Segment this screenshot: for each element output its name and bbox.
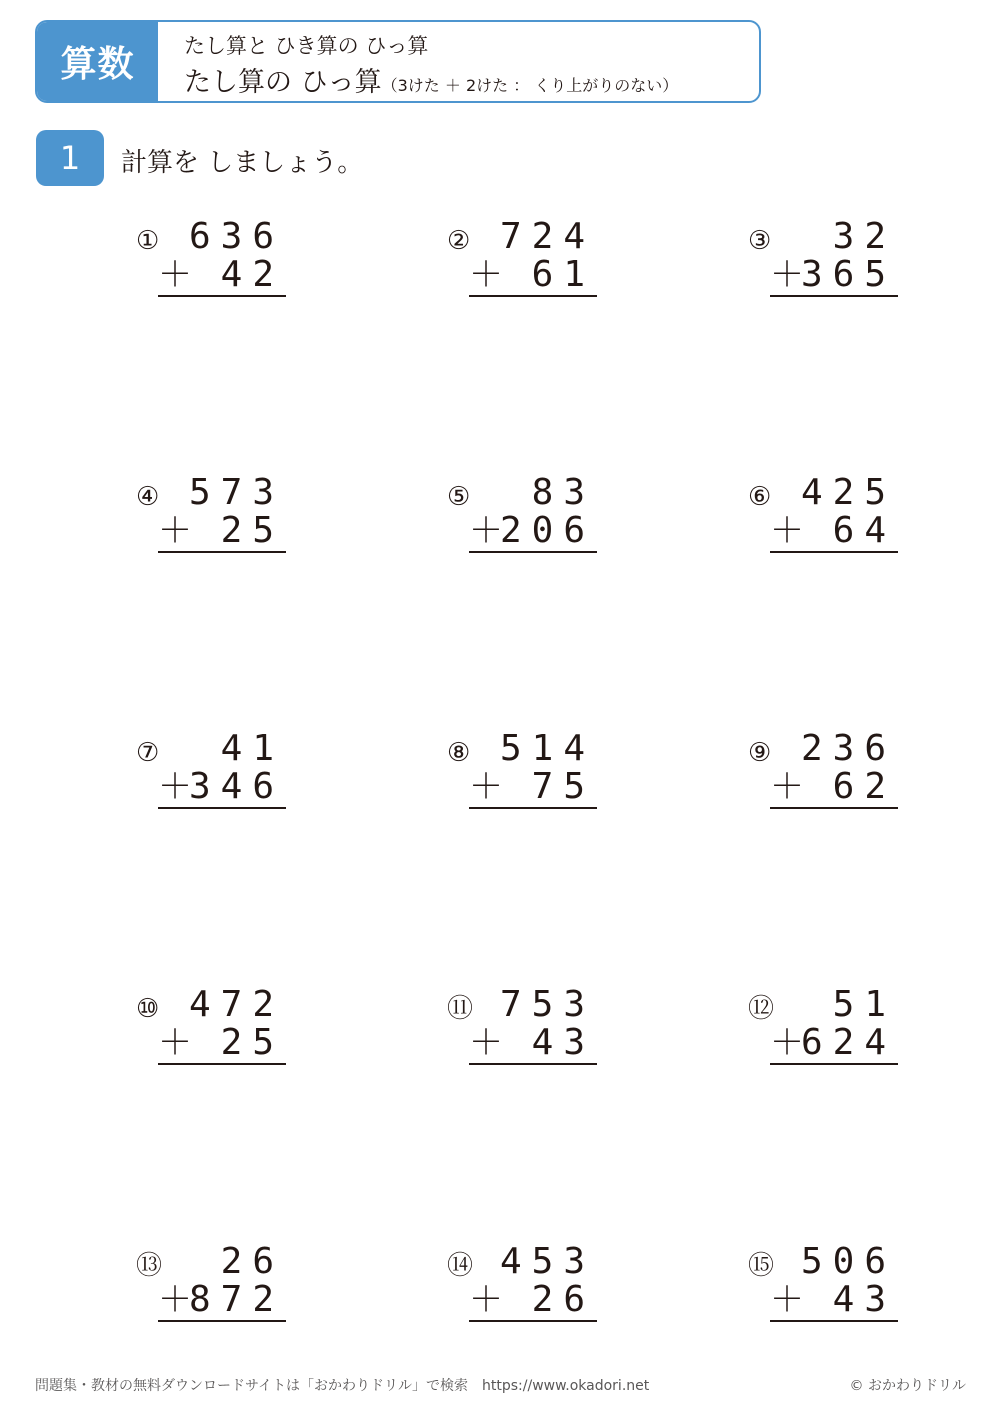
top-operand: 506 xyxy=(800,1241,896,1282)
plus-sign: ＋ xyxy=(469,767,503,807)
problem-top-row xyxy=(469,986,597,1024)
answer-line xyxy=(770,1063,898,1065)
plus-sign: ＋ xyxy=(158,511,192,551)
plus-sign: ＋ xyxy=(158,767,192,807)
plus-sign: ＋ xyxy=(770,1023,804,1063)
problem-bottom-row xyxy=(158,256,286,294)
bottom-operand: 42 xyxy=(220,254,284,295)
addition-problem xyxy=(447,986,597,1066)
plus-sign: ＋ xyxy=(158,1280,192,1320)
bottom-operand: 624 xyxy=(800,1022,896,1063)
problem-number: ① xyxy=(136,226,160,256)
addition-problem xyxy=(447,730,597,810)
plus-sign: ＋ xyxy=(770,1280,804,1320)
top-operand: 425 xyxy=(800,472,896,513)
problem-bottom-row xyxy=(469,256,597,294)
bottom-operand: 25 xyxy=(220,510,284,551)
plus-sign: ＋ xyxy=(770,767,804,807)
answer-line xyxy=(770,807,898,809)
problem-top-row xyxy=(770,1243,898,1281)
answer-line xyxy=(469,1320,597,1322)
subject-badge: 算数 xyxy=(37,22,158,101)
footer-copyright: © おかわりドリル xyxy=(849,1378,966,1394)
bottom-operand: 62 xyxy=(832,766,896,807)
problem-bottom-row xyxy=(770,256,898,294)
problem-bottom-row xyxy=(770,1281,898,1319)
answer-line xyxy=(469,551,597,553)
bottom-operand: 75 xyxy=(531,766,595,807)
answer-line xyxy=(469,295,597,297)
top-operand: 753 xyxy=(499,984,595,1025)
problem-top-row xyxy=(770,474,898,512)
problem-top-row xyxy=(469,730,597,768)
footer-site-note: 問題集・教材の無料ダウンロードサイトは「おかわりドリル」で検索 https://www.okadori.net xyxy=(35,1378,650,1394)
addition-problem xyxy=(136,474,286,554)
bottom-operand: 872 xyxy=(188,1279,284,1320)
problem-bottom-row xyxy=(158,1281,286,1319)
bottom-operand: 346 xyxy=(188,766,284,807)
answer-line xyxy=(158,1063,286,1065)
problem-number: ⑫ xyxy=(748,994,775,1024)
addition-problem xyxy=(748,218,898,298)
bottom-operand: 206 xyxy=(499,510,595,551)
instruction-text: 計算を しましょう。 xyxy=(121,148,364,178)
plus-sign: ＋ xyxy=(469,1280,503,1320)
problem-number: ⑨ xyxy=(748,738,772,768)
plus-sign: ＋ xyxy=(469,1023,503,1063)
addition-problem xyxy=(748,730,898,810)
problem-number: ⑧ xyxy=(447,738,471,768)
answer-line xyxy=(158,551,286,553)
problem-bottom-row xyxy=(770,1024,898,1062)
problem-number: ⑩ xyxy=(136,994,160,1024)
problem-top-row xyxy=(469,1243,597,1281)
answer-line xyxy=(770,295,898,297)
header-title xyxy=(184,60,678,99)
problem-bottom-row xyxy=(469,768,597,806)
bottom-operand: 64 xyxy=(832,510,896,551)
answer-line xyxy=(469,807,597,809)
problem-number: ③ xyxy=(748,226,772,256)
bottom-operand: 26 xyxy=(531,1279,595,1320)
problem-number: ② xyxy=(447,226,471,256)
problem-bottom-row xyxy=(158,1024,286,1062)
problem-number: ⑬ xyxy=(136,1251,163,1281)
problem-number: ⑭ xyxy=(447,1251,474,1281)
problem-top-row xyxy=(770,986,898,1024)
problem-top-row xyxy=(158,986,286,1024)
problem-number: ⑤ xyxy=(447,482,471,512)
header-title-main: たし算の ひっ算 xyxy=(184,67,382,98)
problem-top-row xyxy=(158,218,286,256)
top-operand: 636 xyxy=(188,216,284,257)
answer-line xyxy=(158,295,286,297)
question-number-badge: 1 xyxy=(36,130,104,186)
top-operand: 236 xyxy=(800,728,896,769)
addition-problem xyxy=(447,1243,597,1323)
problem-number: ⑦ xyxy=(136,738,160,768)
problem-bottom-row xyxy=(158,768,286,806)
top-operand: 26 xyxy=(220,1241,284,1282)
top-operand: 41 xyxy=(220,728,284,769)
problem-number: ⑮ xyxy=(748,1251,775,1281)
problem-bottom-row xyxy=(469,1024,597,1062)
header-subtitle: たし算と ひき算の ひっ算 xyxy=(184,34,429,58)
top-operand: 724 xyxy=(499,216,595,257)
problem-top-row xyxy=(469,218,597,256)
top-operand: 51 xyxy=(832,984,896,1025)
addition-problem xyxy=(136,730,286,810)
problem-bottom-row xyxy=(469,1281,597,1319)
header-box xyxy=(35,20,761,103)
problem-number: ⑪ xyxy=(447,994,474,1024)
addition-problem xyxy=(748,986,898,1066)
plus-sign: ＋ xyxy=(469,255,503,295)
bottom-operand: 61 xyxy=(531,254,595,295)
problem-bottom-row xyxy=(158,512,286,550)
bottom-operand: 25 xyxy=(220,1022,284,1063)
bottom-operand: 43 xyxy=(832,1279,896,1320)
problem-number: ⑥ xyxy=(748,482,772,512)
problem-top-row xyxy=(770,218,898,256)
bottom-operand: 43 xyxy=(531,1022,595,1063)
bottom-operand: 365 xyxy=(800,254,896,295)
addition-problem xyxy=(748,1243,898,1323)
top-operand: 514 xyxy=(499,728,595,769)
top-operand: 472 xyxy=(188,984,284,1025)
top-operand: 83 xyxy=(531,472,595,513)
answer-line xyxy=(770,551,898,553)
addition-problem xyxy=(136,1243,286,1323)
plus-sign: ＋ xyxy=(770,511,804,551)
problem-bottom-row xyxy=(770,768,898,806)
addition-problem xyxy=(447,474,597,554)
problem-top-row xyxy=(158,474,286,512)
problem-top-row xyxy=(770,730,898,768)
addition-problem xyxy=(136,218,286,298)
answer-line xyxy=(158,1320,286,1322)
problem-bottom-row xyxy=(770,512,898,550)
addition-problem xyxy=(136,986,286,1066)
addition-problem xyxy=(748,474,898,554)
problem-top-row xyxy=(158,730,286,768)
answer-line xyxy=(770,1320,898,1322)
problem-number: ④ xyxy=(136,482,160,512)
top-operand: 573 xyxy=(188,472,284,513)
answer-line xyxy=(158,807,286,809)
problem-top-row xyxy=(469,474,597,512)
top-operand: 453 xyxy=(499,1241,595,1282)
problem-bottom-row xyxy=(469,512,597,550)
top-operand: 32 xyxy=(832,216,896,257)
addition-problem xyxy=(447,218,597,298)
problem-top-row xyxy=(158,1243,286,1281)
plus-sign: ＋ xyxy=(158,255,192,295)
answer-line xyxy=(469,1063,597,1065)
plus-sign: ＋ xyxy=(158,1023,192,1063)
plus-sign: ＋ xyxy=(770,255,804,295)
plus-sign: ＋ xyxy=(469,511,503,551)
header-title-note: （3けた ＋ 2けた ： くり上がりのない） xyxy=(381,76,679,95)
